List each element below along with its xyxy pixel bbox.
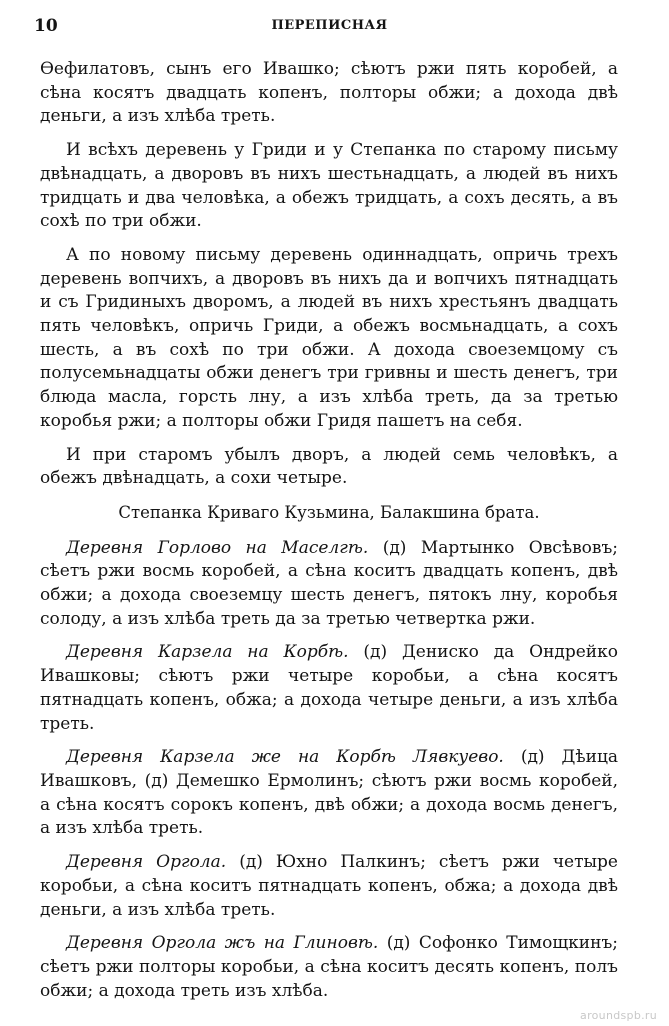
section-heading: Степанка Криваго Кузьмина, Балакшина брата. <box>118 502 540 522</box>
entry-text: (д) Дѣица Ивашковъ, (д) Демешко Ермолинъ; сѣютъ ржи восмь коробей, а сѣна косятъ сорокъ копенъ, двѣ обжи; а дохода восмь денегъ, а изъ хлѣба треть. <box>40 747 619 839</box>
page-header <box>34 16 625 40</box>
page-body <box>40 58 618 1013</box>
paragraph-2 <box>40 139 618 234</box>
paragraph-4 <box>40 444 618 491</box>
running-title: ПЕРЕПИСНАЯ <box>271 18 388 33</box>
village-name: Деревня Карзела же на Корбѣ Лявкуево. <box>66 747 504 768</box>
village-name: Деревня Карзела на Корбѣ. <box>66 642 349 663</box>
village-entry-4 <box>40 851 618 922</box>
village-entry-3 <box>40 746 618 841</box>
paragraph-text: А по новому письму деревень одиннадцать, опричь трехъ деревень вопчихъ, а дворовъ въ нихъ да и вопчихъ пятнадцать и съ Гридиныхъ дворомъ, а людей въ нихъ хрестьянъ двадцать пять человѣкъ, опричь Гриди, а обежъ восмьнадцать, а сохъ шесть, а въ сохѣ по три обжи. А дохода своеземцому съ полусемьнадцаты обжи денегъ три гривны и шесть денегъ, три блюда масла, горсть лну, а изъ хлѣба треть, да за третью коробья ржи; а полторы обжи Гридя пашетъ на себя. <box>40 244 618 431</box>
village-name: Деревня Оргола. <box>66 852 227 873</box>
entry-text: (д) Дениско да Ондрейко Ивашковы; сѣютъ ржи четыре коробьи, а сѣна косятъ пятнадцать копенъ, обжа; а дохода четыре деньги, а изъ хлѣба треть. <box>40 642 618 734</box>
paragraph-text: И всѣхъ деревень у Гриди и у Степанка по старому письму двѣнадцать, а дворовъ въ нихъ шестьнадцать, а людей въ нихъ тридцать и два человѣка, а обежъ тридцать, а сохъ десять, а въ сохѣ по три обжи. <box>40 140 618 232</box>
paragraph-3 <box>40 244 618 434</box>
paragraph-text: Өефилатовъ, сынъ его Ивашко; сѣютъ ржи пять коробей, а сѣна косятъ двадцать копенъ, полторы обжи; а дохода двѣ деньги, а изъ хлѣба треть. <box>40 59 618 127</box>
entry-text: (д) Мартынко Овсѣвовъ; сѣетъ ржи восмь коробей, а сѣна коситъ двадцать копенъ, двѣ обжи; а дохода своеземцу шесть денегъ, пятокъ лну, коробья солоду, а изъ хлѣба треть да за третью четвертка ржи. <box>40 537 618 629</box>
village-entry-2 <box>40 641 618 736</box>
village-name: Деревня Оргола жъ на Глиновѣ. <box>66 933 379 954</box>
entry-text: (д) Юхно Палкинъ; сѣетъ ржи четыре коробьи, а сѣна коситъ пятнадцать копенъ, обжа; а дохода двѣ деньги, а изъ хлѣба треть. <box>40 852 618 920</box>
paragraph-text: И при старомъ убылъ дворъ, а людей семь человѣкъ, а обежъ двѣнадцать, а сохи четыре. <box>40 444 618 489</box>
site-watermark: aroundspb.ru <box>580 1009 657 1022</box>
village-entry-5 <box>40 932 618 1003</box>
village-entry-1 <box>40 537 618 632</box>
paragraph-1 <box>40 58 618 129</box>
entry-text: (д) Софонко Тимощкинъ; сѣетъ ржи полторы коробьи, а сѣна коситъ десять копенъ, полъ обжи; а дохода треть изъ хлѣба. <box>40 933 619 1001</box>
page-number: 10 <box>34 16 58 36</box>
village-name: Деревня Горлово на Маселгѣ. <box>66 537 369 558</box>
